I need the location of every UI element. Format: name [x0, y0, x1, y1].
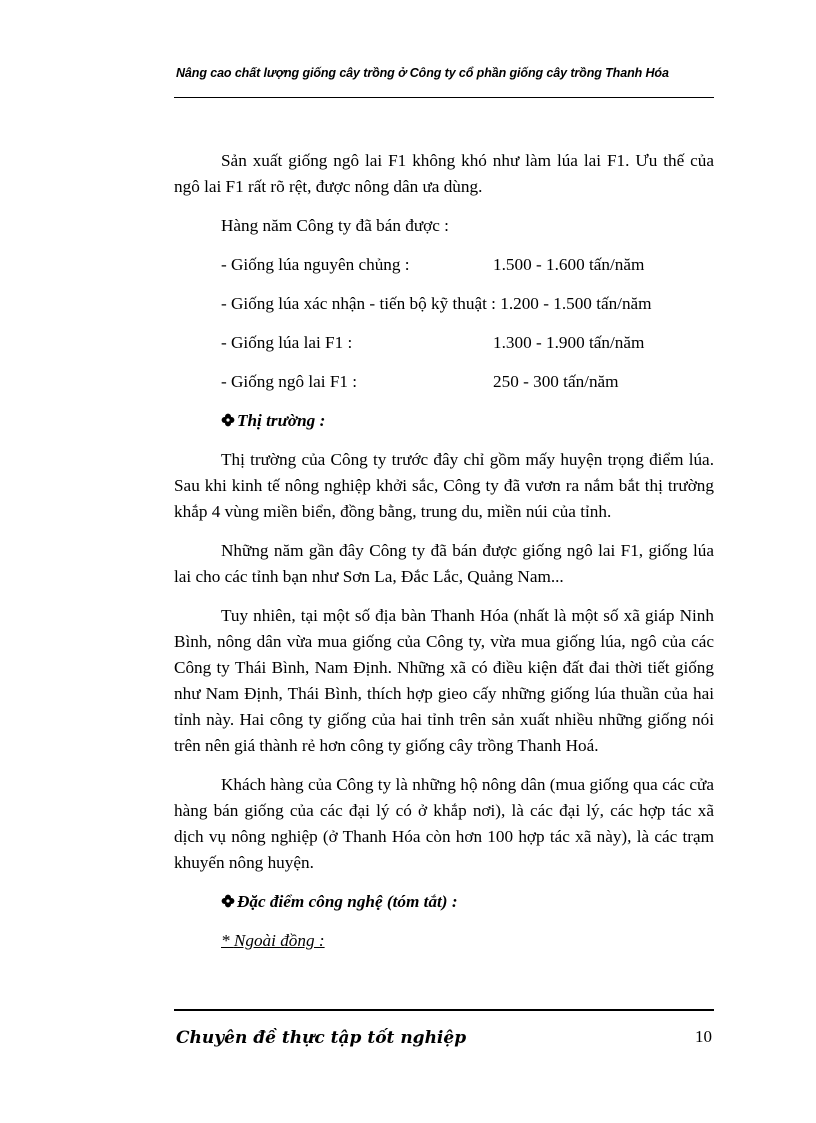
header-rule: [174, 97, 714, 98]
sales-intro: Hàng năm Công ty đã bán được :: [221, 216, 449, 235]
tech-heading-text: Đặc điểm công nghệ (tóm tắt) :: [237, 892, 458, 911]
sales-item-label: - Giống ngô lai F1 :: [221, 372, 358, 391]
flower-bullet-icon: [221, 413, 235, 427]
body-text: [174, 148, 714, 954]
sales-item: [174, 330, 714, 356]
market-heading: [174, 408, 714, 434]
sales-item: [174, 252, 714, 278]
field-subheading-text: Ngoài đồng :: [233, 931, 325, 950]
field-subheading-prefix: *: [221, 931, 234, 950]
field-subheading: [174, 928, 714, 954]
flower-bullet-icon: [221, 894, 235, 908]
sales-item: [174, 291, 714, 317]
page-number: 10: [695, 1027, 712, 1046]
sales-item: [174, 369, 714, 395]
sales-item-label: - Giống lúa nguyên chủng :: [221, 255, 410, 274]
sales-item-label: - Giống lúa xác nhận - tiến bộ kỹ thuật : 1.200 - 1.500 tấn/năm: [221, 294, 652, 313]
market-paragraph: Những năm gần đây Công ty đã bán được giống ngô lai F1, giống lúa lai cho các tỉnh bạn như Sơn La, Đắc Lắc, Quảng Nam...: [174, 541, 714, 586]
sales-item-value: 1.300 - 1.900 tấn/năm: [493, 333, 645, 352]
sales-item-label: - Giống lúa lai F1 :: [221, 333, 353, 352]
running-header: Nâng cao chất lượng giống cây trồng ở Công ty cổ phần giống cây trồng Thanh Hóa: [176, 66, 669, 80]
sales-item-value: 1.500 - 1.600 tấn/năm: [493, 255, 645, 274]
intro-paragraph: Sản xuất giống ngô lai F1 không khó như làm lúa lai F1. Ưu thế của ngô lai F1 rất rõ rệt, được nông dân ưa dùng.: [174, 151, 714, 196]
market-paragraph: Thị trường của Công ty trước đây chỉ gồm mấy huyện trọng điểm lúa. Sau khi kinh tế nông nghiệp khởi sắc, Công ty đã vươn ra nắm bắt thị trường khắp 4 vùng miền biển, đồng bằng, trung du, miền núi của tỉnh.: [174, 450, 714, 521]
market-paragraph: Khách hàng của Công ty là những hộ nông dân (mua giống qua các cửa hàng bán giống của các đại lý có ở khắp nơi), là các đại lý, các hợp tác xã dịch vụ nông nghiệp (ở Thanh Hóa còn hơn 100 hợp tác xã này), là các trạm khuyến nông huyện.: [174, 775, 714, 872]
market-heading-text: Thị trường :: [237, 411, 326, 430]
footer-title: Chuyên đề thực tập tốt nghiệp: [176, 1028, 467, 1048]
tech-heading: [174, 889, 714, 915]
sales-item-value: 250 - 300 tấn/năm: [493, 372, 619, 391]
market-paragraph: Tuy nhiên, tại một số địa bàn Thanh Hóa (nhất là một số xã giáp Ninh Bình, nông dân vừa mua giống của Công ty, vừa mua giống lúa, ngô của các Công ty Thái Bình, Nam Định. Những xã có điều kiện đất đai thời tiết giống như Nam Định, Thái Bình, thích hợp gieo cấy những giống lúa thuần của hai tỉnh này. Hai công ty giống của hai tỉnh trên sản xuất nhiều những giống nói trên nên giá thành rẻ hơn công ty giống cây trồng Thanh Hoá.: [174, 606, 714, 755]
footer-rule: [174, 1009, 714, 1011]
